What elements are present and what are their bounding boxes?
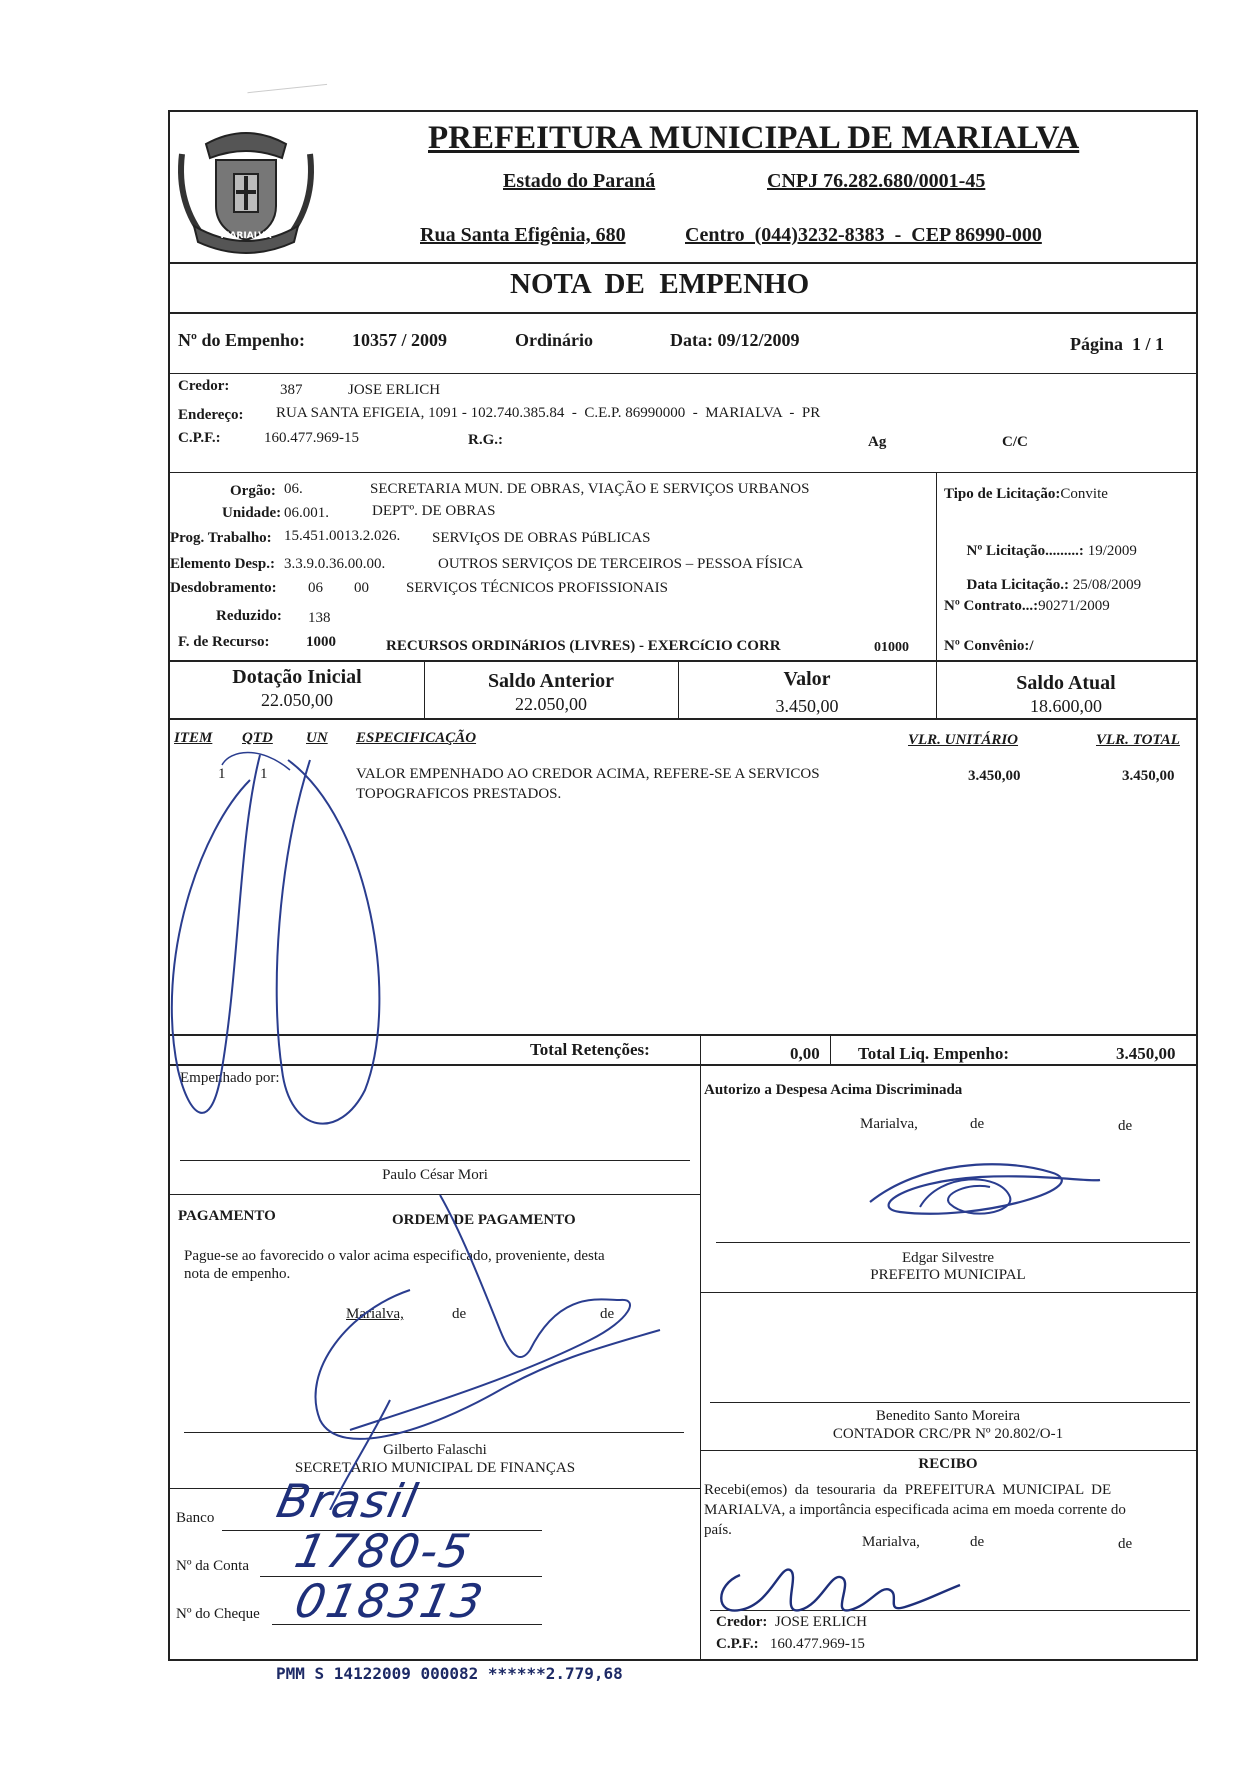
desdobramento-label: Desdobramento: — [170, 580, 277, 596]
prog-label: Prog. Trabalho: — [170, 530, 272, 546]
empenho-date: Data: 09/12/2009 — [670, 330, 800, 350]
data-licitacao-label: Data Licitação.: — [966, 577, 1069, 593]
pagamento-city: Marialva, — [346, 1306, 404, 1322]
numero-contrato-value: 90271/2009 — [1038, 598, 1110, 614]
col-vlr-total-header: VLR. TOTAL — [1096, 732, 1180, 748]
recibo-text-line1: Recebi(emos) da tesouraria da PREFEITURA MUNICIPAL DE — [704, 1482, 1112, 1498]
recurso-ref: 01000 — [874, 640, 909, 655]
numero-licitacao-value: 19/2009 — [1083, 543, 1137, 559]
ordem-pagamento-label: ORDEM DE PAGAMENTO — [392, 1212, 576, 1228]
pagamento-signer-name: Gilberto Falaschi — [383, 1442, 487, 1458]
recibo-text-line2: MARIALVA, a importância especificada acima em moeda corrente do — [704, 1502, 1126, 1518]
unidade-label: Unidade: — [222, 505, 282, 521]
municipality-title: PREFEITURA MUNICIPAL DE MARIALVA — [428, 120, 1080, 156]
pagamento-text-line2: nota de empenho. — [184, 1266, 291, 1282]
total-liq-value: 3.450,00 — [1116, 1044, 1176, 1063]
recibo-cpf-value: 160.477.969-15 — [769, 1636, 865, 1652]
autorizo-de2: de — [1118, 1118, 1133, 1134]
saldo-atual-value: 18.600,00 — [1030, 696, 1102, 716]
numero-contrato-label: Nº Contrato...: — [944, 598, 1039, 614]
saldo-anterior-value: 22.050,00 — [515, 694, 587, 714]
cheque-handwritten: 018313 — [290, 1574, 490, 1628]
prog-desc: SERVIçOS DE OBRAS PúBLICAS — [432, 530, 651, 546]
empenho-number-label: Nº do Empenho: — [178, 330, 305, 350]
numero-convenio-label: Nº Convênio:/ — [944, 638, 1034, 654]
item-desc-line2: TOPOGRAFICOS PRESTADOS. — [356, 786, 562, 802]
item-qtd: 1 — [260, 766, 268, 782]
banco-label: Banco — [176, 1510, 215, 1526]
col-especificacao-header: ESPECIFICAÇÃO — [356, 730, 477, 746]
desdobramento-desc: SERVIÇOS TÉCNICOS PROFISSIONAIS — [406, 580, 668, 596]
col-qtd-header: QTD — [242, 730, 273, 746]
document-title: NOTA DE EMPENHO — [510, 268, 810, 300]
recurso-desc: RECURSOS ORDINáRIOS (LIVRES) - EXERCíCIO CORR — [386, 638, 781, 654]
empenho-form — [168, 110, 1198, 1661]
recibo-city: Marialva, — [862, 1534, 920, 1550]
numero-contrato — [944, 598, 1110, 615]
empenho-number: 10357 / 2009 — [352, 330, 448, 350]
total-liq-label: Total Liq. Empenho: — [858, 1044, 1009, 1063]
empenhado-name: Paulo César Mori — [382, 1167, 488, 1183]
dotacao-label: Dotação Inicial — [232, 666, 362, 688]
pagamento-text-line1: Pague-se ao favorecido o valor acima especificado, proveniente, desta — [184, 1248, 605, 1264]
pagamento-signer-role: SECRETÁRIO MUNICIPAL DE FINANÇAS — [294, 1460, 576, 1476]
recibo-credor — [716, 1614, 867, 1631]
recibo-de1: de — [970, 1534, 985, 1550]
pagamento-de2: de — [600, 1306, 615, 1322]
top-left-mark — [247, 84, 328, 107]
col-un-header: UN — [306, 730, 328, 746]
credor-code: 387 — [280, 382, 303, 398]
col-item-header: ITEM — [174, 730, 213, 746]
address-label: Rua Santa Efigênia, 680 — [420, 224, 626, 246]
page-number: Página 1 / 1 — [1070, 334, 1165, 354]
elemento-label: Elemento Desp.: — [170, 556, 275, 572]
tipo-licitacao — [944, 486, 1108, 503]
pagamento-label: PAGAMENTO — [178, 1208, 276, 1224]
contador-role: CONTADOR CRC/PR Nº 20.802/O-1 — [832, 1426, 1064, 1442]
municipal-coat-of-arms-icon — [172, 114, 320, 262]
recurso-code: 1000 — [306, 634, 336, 650]
item-total-value: 3.450,00 — [1122, 768, 1175, 784]
unidade-code: 06.001. — [284, 505, 329, 521]
recibo-cpf — [716, 1636, 865, 1653]
saldo-anterior-label: Saldo Anterior — [487, 670, 615, 692]
tipo-licitacao-value: Convite — [1060, 486, 1108, 502]
account-label: C/C — [1002, 434, 1028, 450]
col-vlr-unitario-header: VLR. UNITÁRIO — [908, 732, 1019, 748]
numero-licitacao-label: Nº Licitação.........: — [966, 543, 1084, 559]
autorizo-signer-name: Edgar Silvestre — [901, 1250, 995, 1266]
svg-text:MARIALVA: MARIALVA — [220, 231, 272, 241]
cpf-label: C.P.F.: — [178, 430, 221, 446]
address-field-label: Endereço: — [178, 407, 244, 423]
prog-code: 15.451.0013.2.026. — [284, 528, 401, 544]
credor-label: Credor: — [178, 378, 230, 394]
cheque-label: Nº do Cheque — [176, 1606, 260, 1622]
recibo-de2: de — [1118, 1536, 1133, 1552]
elemento-code: 3.3.9.0.36.00.00. — [284, 556, 386, 572]
valor-label: Valor — [783, 668, 831, 690]
orgao-label: Orgão: — [230, 483, 276, 499]
item-number: 1 — [218, 766, 226, 782]
state-label: Estado do Paraná — [503, 170, 656, 192]
reduzido-value: 138 — [308, 610, 331, 626]
credor-cpf: 160.477.969-15 — [264, 430, 359, 446]
contact-label: Centro (044)3232-8383 - CEP 86990-000 — [685, 224, 1042, 246]
item-desc-line1: VALOR EMPENHADO AO CREDOR ACIMA, REFERE-SE A SERVICOS — [356, 766, 820, 782]
recibo-cpf-label: C.P.F.: — [716, 1636, 759, 1652]
reduzido-label: Reduzido: — [216, 608, 282, 624]
contador-name: Benedito Santo Moreira — [875, 1408, 1021, 1424]
valor-value: 3.450,00 — [775, 696, 839, 716]
recibo-credor-name: JOSE ERLICH — [774, 1614, 867, 1630]
desdobramento-a: 06 — [308, 580, 323, 596]
item-unit-value: 3.450,00 — [968, 768, 1021, 784]
desdobramento-b: 00 — [354, 580, 369, 596]
data-licitacao-value: 25/08/2009 — [1068, 577, 1142, 593]
agency-label: Ag — [868, 434, 887, 450]
retencoes-value: 0,00 — [790, 1044, 820, 1063]
cashier-stamp: PMM S 14122009 000082 ******2.779,68 — [276, 1664, 623, 1683]
orgao-code: 06. — [284, 481, 303, 497]
rg-label: R.G.: — [468, 432, 503, 448]
pagamento-de1: de — [452, 1306, 467, 1322]
recurso-label: F. de Recurso: — [178, 634, 270, 650]
tipo-licitacao-label: Tipo de Licitação: — [944, 486, 1061, 502]
retencoes-label: Total Retenções: — [530, 1040, 650, 1059]
autorizo-city: Marialva, — [860, 1116, 918, 1132]
autorizo-signer-role: PREFEITO MUNICIPAL — [870, 1267, 1026, 1283]
saldo-atual-label: Saldo Atual — [1016, 672, 1116, 694]
unidade-desc: DEPTº. DE OBRAS — [372, 503, 496, 519]
elemento-desc: OUTROS SERVIÇOS DE TERCEIROS – PESSOA FÍSICA — [438, 556, 804, 572]
empenho-type: Ordinário — [515, 330, 594, 350]
autorizo-de1: de — [970, 1116, 985, 1132]
credor-address: RUA SANTA EFIGEIA, 1091 - 102.740.385.84 - C.E.P. 86990000 - MARIALVA - PR — [276, 405, 821, 421]
credor-name: JOSE ERLICH — [348, 382, 441, 398]
recibo-text-line3: país. — [704, 1522, 732, 1538]
dotacao-value: 22.050,00 — [261, 690, 333, 710]
autorizo-label: Autorizo a Despesa Acima Discriminada — [704, 1082, 963, 1098]
conta-handwritten: 1780-5 — [290, 1524, 477, 1578]
recibo-label: RECIBO — [918, 1456, 978, 1472]
recibo-credor-label: Credor: — [716, 1614, 768, 1630]
empenhado-label: Empenhado por: — [180, 1070, 280, 1086]
orgao-desc: SECRETARIA MUN. DE OBRAS, VIAÇÃO E SERVIÇOS URBANOS — [370, 481, 810, 497]
conta-label: Nº da Conta — [176, 1558, 249, 1574]
cnpj-label: CNPJ 76.282.680/0001-45 — [767, 170, 986, 192]
banco-handwritten: Brasil — [272, 1474, 424, 1528]
